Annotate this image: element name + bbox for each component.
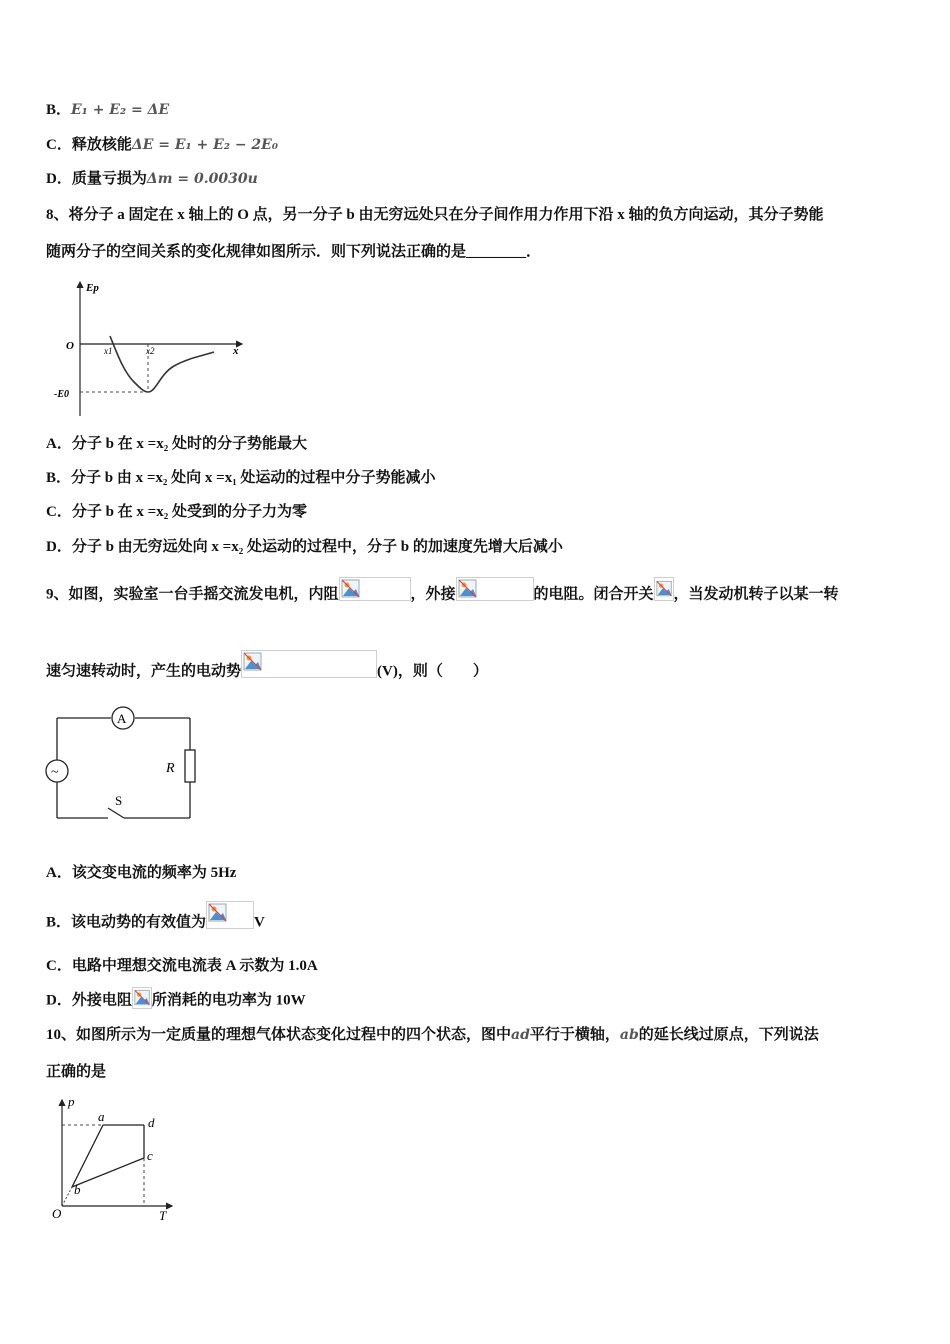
- q9-option-a: A．该交变电流的频率为 5Hz: [46, 865, 237, 881]
- q10-text-1: 10、如图所示为一定质量的理想气体状态变化过程中的四个状态，图中: [46, 1027, 512, 1043]
- broken-image-icon: [456, 577, 534, 601]
- broken-image-icon: [132, 987, 152, 1009]
- option-label: D．: [46, 171, 72, 187]
- ac-source-label: ~: [51, 765, 59, 780]
- q8-stem-line1: 8、将分子 a 固定在 x 轴上的 O 点，另一分子 b 由无穷远处只在分子间作用力作用下沿 x 轴的负方向运动，其分子势能: [46, 207, 824, 223]
- broken-image-icon: [654, 577, 674, 601]
- origin-label: O: [52, 1206, 62, 1221]
- q10-text-3: 的延长线过原点，下列说法: [638, 1027, 819, 1043]
- q8-option-b: B．分子 b 由 x =x₂ 处向 x =x₁ 处运动的过程中分子势能减小: [46, 470, 436, 486]
- option-text: 质量亏损为: [71, 171, 147, 187]
- option-text: D．外接电阻: [46, 992, 132, 1009]
- q7-option-d: [46, 169, 258, 189]
- option-formula: ΔE = E₁ + E₂ − 2E₀: [131, 137, 278, 153]
- y-axis-label: p: [68, 1094, 75, 1109]
- option-formula: E₁ + E₂ = ΔE: [71, 102, 170, 118]
- x2-label: x2: [146, 346, 155, 356]
- q10-text-2: 平行于横轴，: [529, 1027, 620, 1043]
- resistor-label: R: [166, 761, 175, 776]
- q8-option-c: C．分子 b 在 x =x₂ 处受到的分子力为零: [46, 504, 307, 520]
- option-formula: Δm = 0.0030u: [146, 171, 258, 187]
- point-b-label: b: [74, 1182, 81, 1197]
- q10-math-ad: ad: [511, 1027, 530, 1043]
- circuit-diagram: [44, 704, 204, 826]
- q8-stem-line2: 随两分子的空间关系的变化规律如图所示．则下列说法正确的是________．: [46, 244, 542, 260]
- q9-option-c: C．电路中理想交流电流表 A 示数为 1.0A: [46, 958, 318, 974]
- min-label: -E0: [54, 389, 69, 400]
- option-text: 释放核能: [71, 137, 132, 153]
- origin-label: O: [66, 340, 74, 352]
- q9-text-6: (V)，则（ ）: [377, 663, 488, 680]
- q7-option-c: [46, 135, 278, 155]
- q9-text-2: ，外接: [410, 586, 456, 603]
- point-a-label: a: [98, 1109, 105, 1124]
- q10-stem-line2: 正确的是: [46, 1064, 107, 1080]
- switch-symbol: [108, 808, 124, 818]
- dashed-extension: [62, 1187, 72, 1206]
- x-axis-label: x: [233, 345, 239, 357]
- q9-text-3: 的电阻。闭合开关: [533, 586, 654, 603]
- segment-bc: [72, 1158, 144, 1187]
- q9-text-4: ，当发动机转子以某一转: [673, 586, 839, 603]
- resistor-symbol: [185, 750, 195, 782]
- p-t-graph: [48, 1094, 178, 1224]
- broken-image-icon: [206, 901, 254, 929]
- option-label: B．: [46, 102, 72, 118]
- potential-energy-graph: [52, 276, 252, 421]
- x1-label: x1: [104, 346, 113, 356]
- q9-option-b: [46, 909, 265, 937]
- point-c-label: c: [147, 1148, 153, 1163]
- point-d-label: d: [148, 1115, 155, 1130]
- option-text: 所消耗的电功率为 10W: [151, 992, 306, 1009]
- q10-math-ab: ab: [619, 1027, 639, 1043]
- x-axis-label: T: [159, 1208, 167, 1223]
- q10-stem-line1: [46, 1025, 819, 1045]
- switch-label: S: [115, 793, 123, 808]
- q8-option-a: A．分子 b 在 x =x₂ 处时的分子势能最大: [46, 436, 307, 452]
- ammeter-label: A: [117, 711, 127, 726]
- q9-stem-line2: [46, 658, 488, 686]
- q7-option-b: [46, 100, 169, 120]
- option-text: B．该电动势的有效值为: [46, 914, 207, 931]
- option-unit: V: [254, 914, 265, 931]
- y-axis-label: Ep: [86, 282, 99, 294]
- q8-option-d: D．分子 b 由无穷远处向 x =x₂ 处运动的过程中，分子 b 的加速度先增大后减小: [46, 539, 563, 555]
- broken-image-icon: [339, 577, 411, 601]
- q9-option-d: [46, 990, 306, 1012]
- q9-stem-line1: [46, 583, 839, 607]
- option-label: C．: [46, 137, 72, 153]
- segment-ab: [72, 1125, 103, 1187]
- q9-text-1: 9、如图，实验室一台手摇交流发电机，内阻: [46, 586, 339, 603]
- broken-image-icon: [241, 650, 377, 678]
- q9-text-5: 速匀速转动时，产生的电动势: [46, 663, 242, 680]
